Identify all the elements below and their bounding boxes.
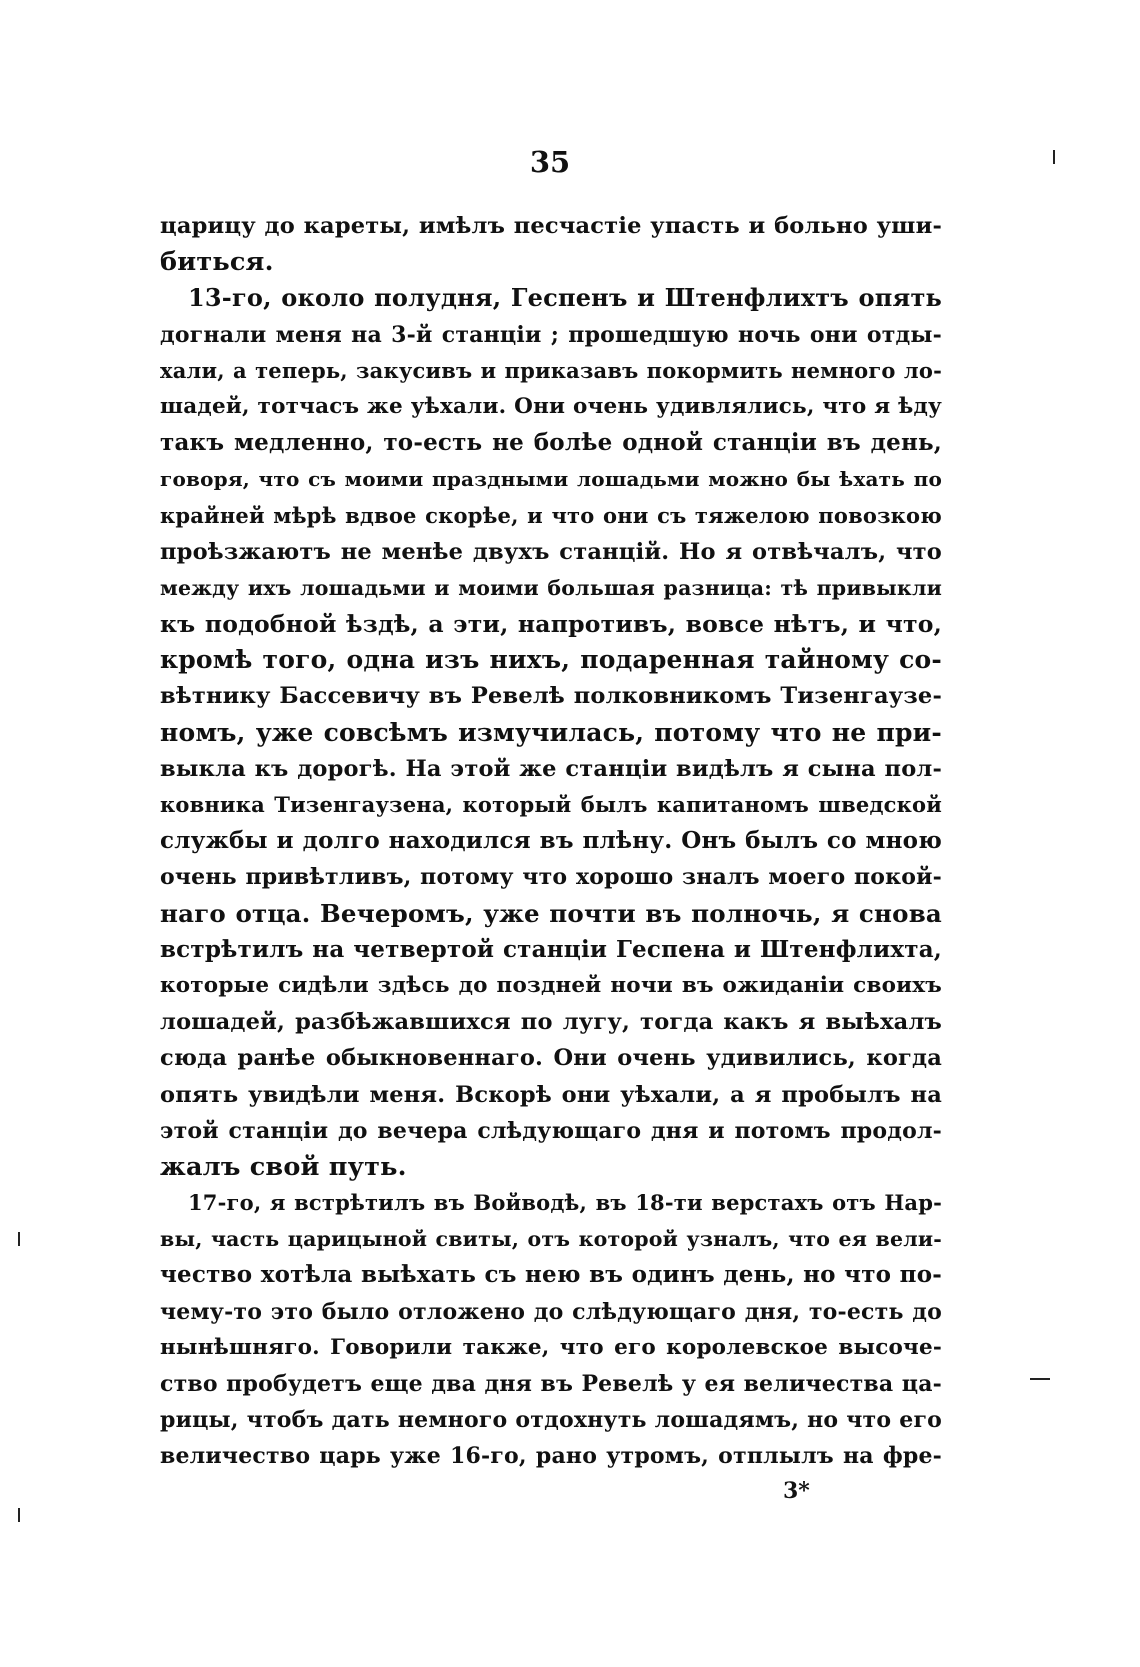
text-line: жалъ свой путь. [160,1151,407,1182]
text-line: номъ, уже совсѣмъ измучилась, потому что не при- [160,717,942,747]
text-line: которые сидѣли здѣсь до поздней ночи въ ожиданіи своихъ [160,972,942,998]
text-line: встрѣтилъ на четвертой станціи Геспена и Штенфлихта, [160,935,942,963]
text-line: царицу до кареты, имѣлъ песчастіе упасть и больно уши- [160,213,942,239]
text-line: кромѣ того, одна изъ нихъ, подаренная тайному со- [160,645,942,675]
text-line: выкла къ дорогѣ. На этой же станціи видѣлъ я сына пол- [160,755,942,782]
text-line: между ихъ лошадьми и моими большая разница: тѣ привыкли [160,575,942,600]
text-line: такъ медленно, то-есть не болѣе одной станціи въ день, [160,429,942,457]
text-line: нынѣшняго. Говорили также, что его королевское высоче- [160,1334,942,1360]
text-line: очень привѣтливъ, потому что хорошо зналъ моего покой- [160,864,942,891]
text-line: крайней мѣрѣ вдвое скорѣе, и что они съ тяжелою повозкою [160,502,942,528]
body-text [160,208,942,1475]
page-number: 35 [529,145,571,179]
text-line: ковника Тизенгаузена, который былъ капитаномъ шведской [160,792,942,817]
text-line: чему-то это было отложено до слѣдующаго дня, то-есть до [160,1298,942,1325]
text-line: лошадей, разбѣжавшихся по лугу, тогда какъ я выѣхалъ [160,1009,942,1036]
text-line: чество хотѣла выѣхать съ нею въ одинъ день, но что по- [160,1261,942,1289]
margin-mark-left-top [18,1232,20,1246]
margin-mark-right-mid [1030,1378,1050,1380]
signature-mark: 3* [783,1478,810,1504]
text-line: вѣтнику Бассевичу въ Ревелѣ полковникомъ Тизенгаузе- [160,683,942,710]
text-line: проѣзжаютъ не менѣе двухъ станцій. Но я отвѣчалъ, что [160,538,942,565]
text-line: биться. [160,247,274,278]
text-line: опять увидѣли меня. Вскорѣ они уѣхали, а я пробылъ на [160,1081,942,1108]
text-line: величество царь уже 16-го, рано утромъ, отплылъ на фре- [160,1443,942,1470]
margin-mark-left-bottom [18,1508,20,1522]
text-line: службы и долго находился въ плѣну. Онъ былъ со мною [160,827,942,855]
text-line: ство пробудетъ еще два дня въ Ревелѣ у ея величества ца- [160,1371,942,1397]
text-line: 13-го, около полудня, Геспенъ и Штенфлихтъ опять [188,283,942,313]
text-line: 17-го, я встрѣтилъ въ Войводѣ, въ 18-ти верстахъ отъ Нар- [188,1190,942,1216]
text-line: сюда ранѣе обыкновеннаго. Они очень удивились, когда [160,1045,942,1072]
text-line: шадей, тотчасъ же уѣхали. Они очень удивлялись, что я ѣду [160,393,942,419]
margin-mark-right-top [1053,150,1055,164]
text-line: хали, а теперь, закусивъ и приказавъ покормить немного ло- [160,357,942,383]
text-line: рицы, чтобъ дать немного отдохнуть лошадямъ, но что его [160,1407,942,1434]
text-line: къ подобной ѣздѣ, а эти, напротивъ, вовсе нѣтъ, и что, [160,610,942,639]
text-line: наго отца. Вечеромъ, уже почти въ полночь, я снова [160,898,942,928]
text-line: вы, часть царицыной свиты, отъ которой узналъ, что ея вели- [160,1227,942,1252]
text-line: догнали меня на 3-й станціи ; прошедшую ночь они отды- [160,321,942,348]
text-line: говоря, что съ моими праздными лошадьми можно бы ѣхать по [160,467,942,492]
text-line: этой станціи до вечера слѣдующаго дня и потомъ продол- [160,1117,942,1144]
